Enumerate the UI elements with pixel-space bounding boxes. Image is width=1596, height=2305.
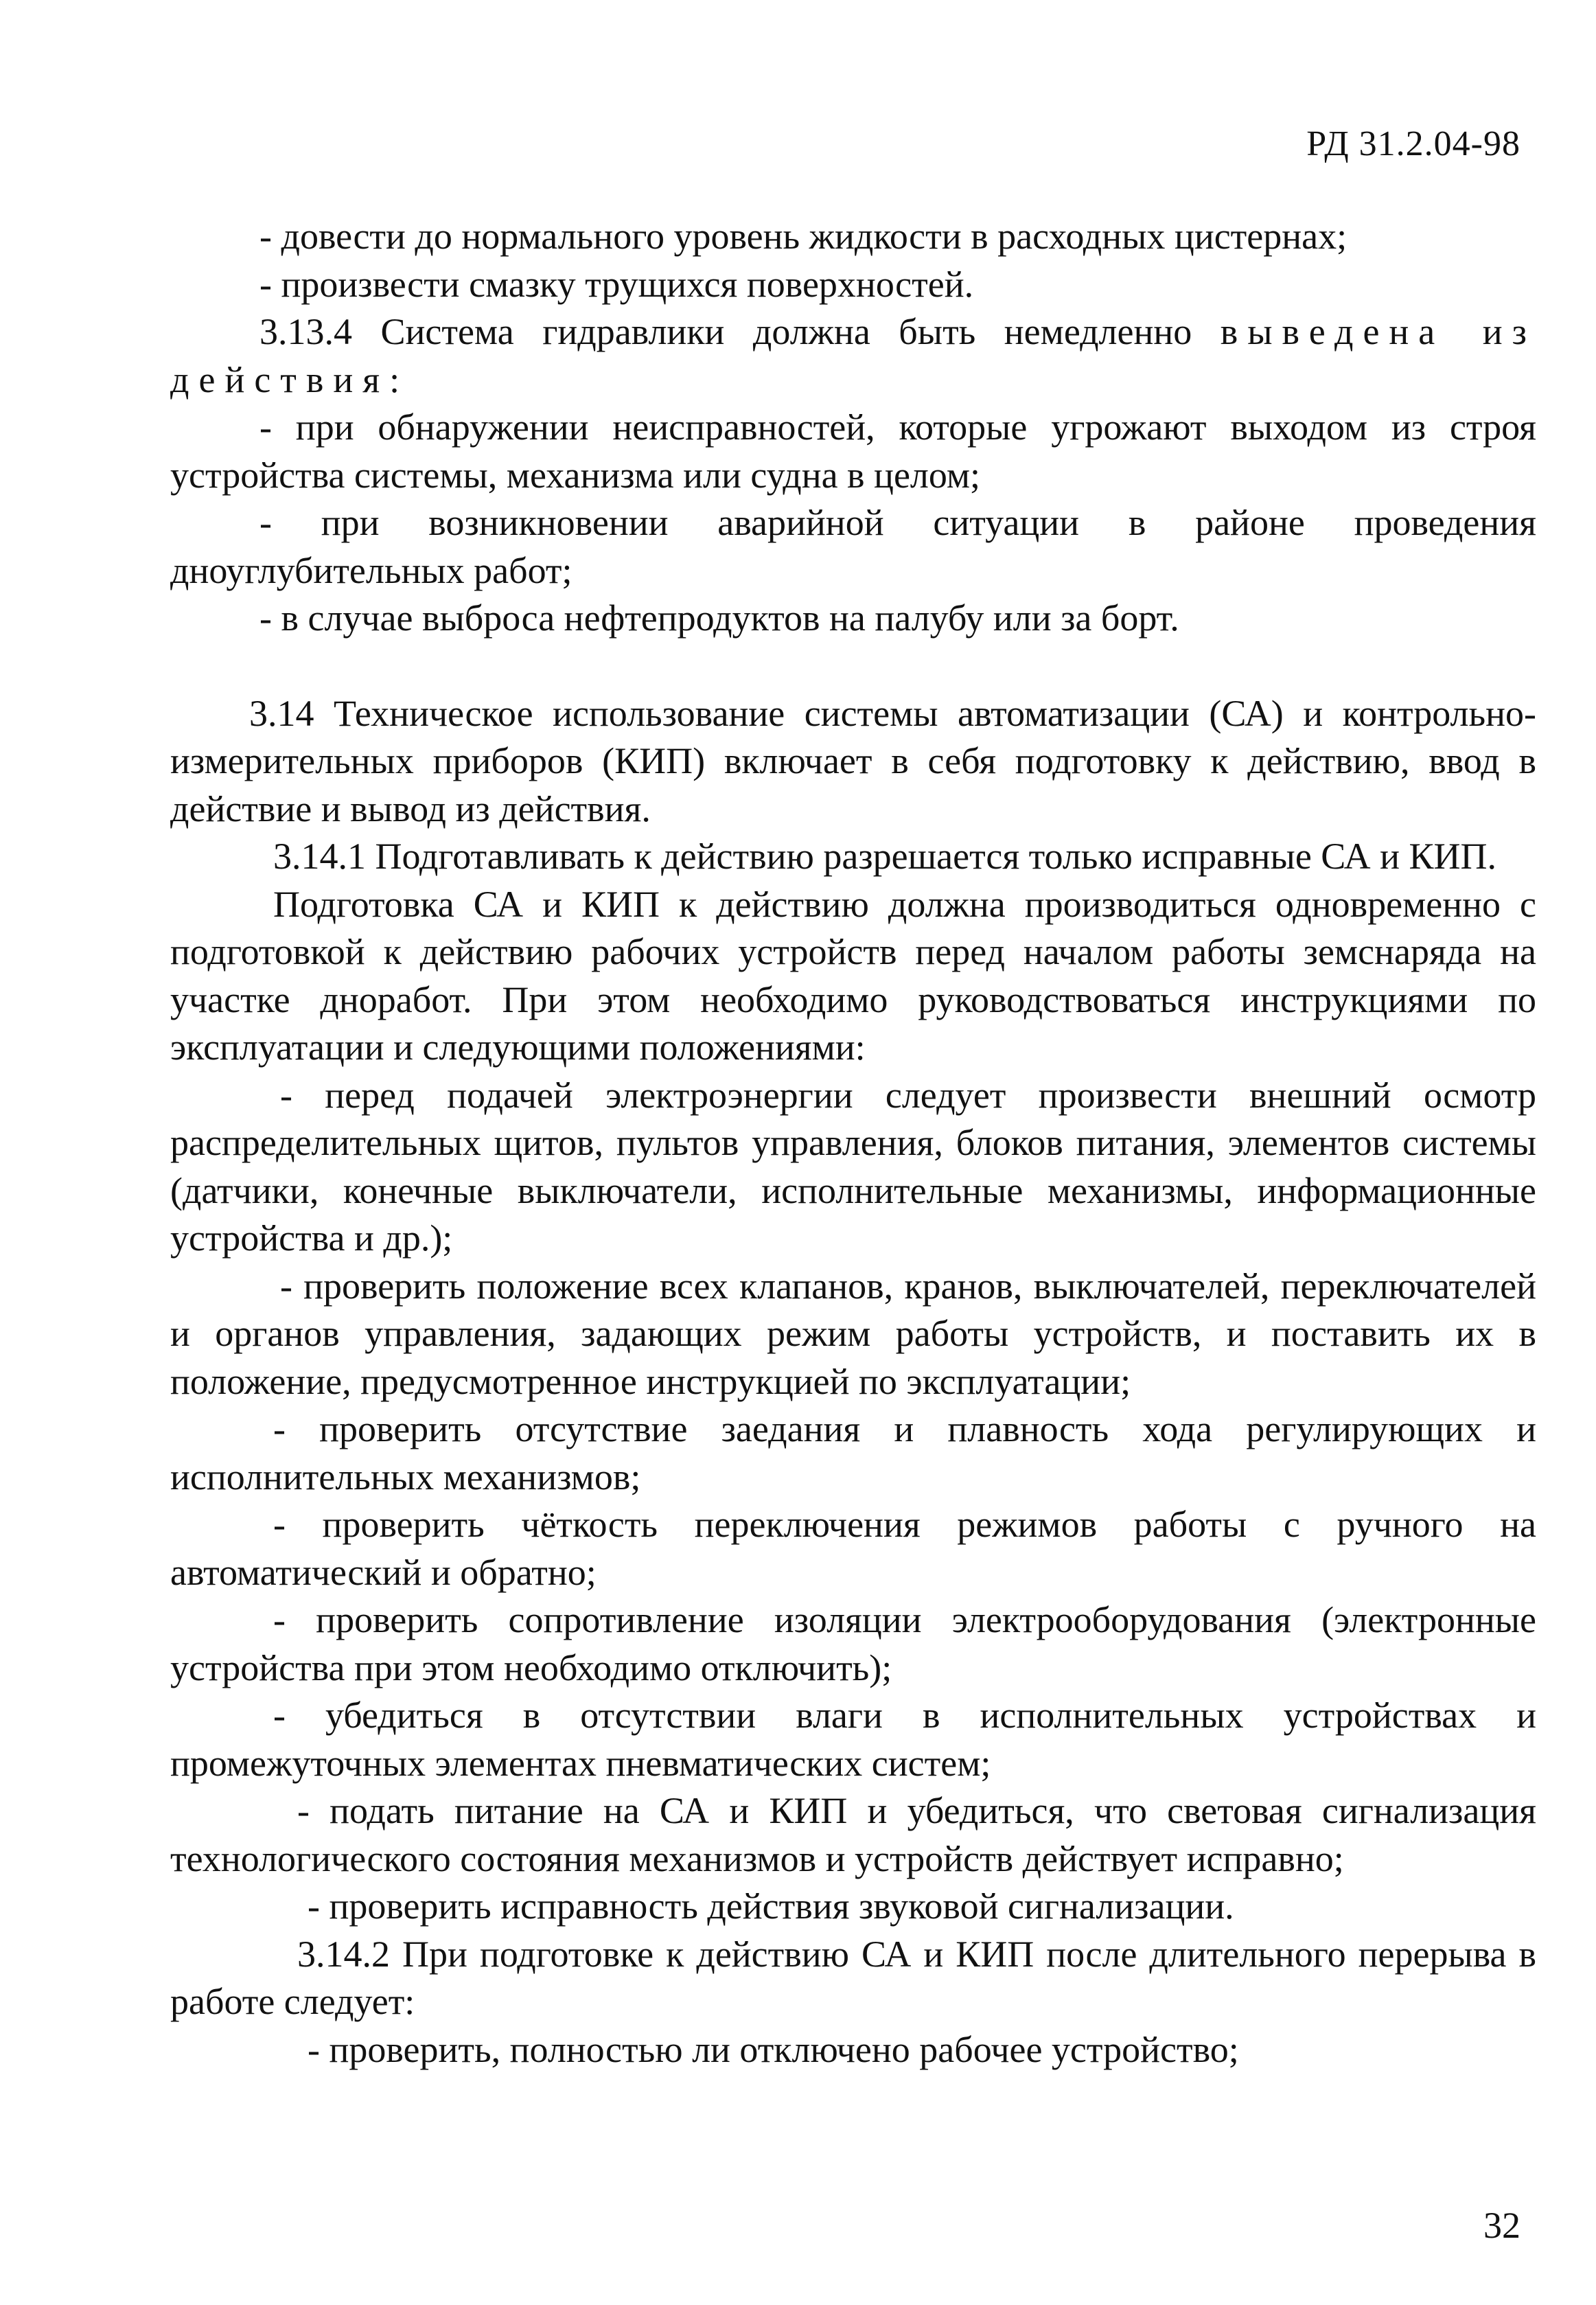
document-body [170,213,1536,2074]
paragraph-text: : [389,358,400,400]
paragraph-gap [170,643,1536,690]
list-item: - проверить сопротивление изоляции электрооборудования (электронные устройства при этом необходимо отключить); [170,1599,1536,1688]
section-3-13-4 [170,308,1536,404]
paragraph: - довести до нормального уровень жидкости в расходных цистернах; [259,216,1348,257]
list-item: - в случае выброса нефтепродуктов на палубу или за борт. [259,597,1179,639]
list-item: - подать питание на СА и КИП и убедиться, что световая сигнализация технологического состояния механизмов и устройств действует исправно; [170,1790,1536,1879]
list-item: - при обнаружении неисправностей, которые угрожают выходом из строя устройства системы, механизма или судна в целом; [170,406,1536,496]
page-number: 32 [1483,2205,1520,2246]
paragraph-text: 3.13.4 Система гидравлики должна быть немедленно [259,311,1221,352]
section-3-14: 3.14 Техническое использование системы автоматизации (СА) и контрольно-измерительных приборов (КИП) включает в себя подготовку к действию, ввод в действие и вывод из действия. [170,692,1536,829]
list-item: - при возникновении аварийной ситуации в районе проведения дноуглубительных работ; [170,502,1536,591]
list-item: - проверить отсутствие заедания и плавность хода регулирующих и исполнительных механизмов; [170,1408,1536,1498]
list-item: - проверить чёткость переключения режимов работы с ручного на автоматический и обратно; [170,1504,1536,1593]
section-3-14-1: 3.14.1 Подготавливать к действию разрешается только исправные СА и КИП. [273,836,1497,877]
section-3-14-2: 3.14.2 При подготовке к действию СА и КИП после длительного перерыва в работе следует: [170,1933,1536,2022]
paragraph: - произвести смазку трущихся поверхностей. [259,263,974,305]
list-item: - проверить положение всех клапанов, кранов, выключателей, переключателей и органов управления, задающих режим работы устройств, и поставить их в положение, предусмотренное инструкцией по эксплуатации; [170,1265,1536,1402]
list-item: - проверить исправность действия звуковой сигнализации. [308,1885,1234,1927]
spaced-emphasis: выведена из действия [170,311,1536,400]
document-code: РД 31.2.04-98 [1306,124,1520,163]
list-item: - проверить, полностью ли отключено рабочее устройство; [308,2028,1239,2070]
list-item: - убедиться в отсутствии влаги в исполнительных устройствах и промежуточных элементах пневматических систем; [170,1695,1536,1784]
list-item: - перед подачей электроэнергии следует произвести внешний осмотр распределительных щитов, пультов управления, блоков питания, элементов системы (датчики, конечные выключатели, исполнительные механизмы, информационные устройства и др.); [170,1074,1536,1259]
paragraph: Подготовка СА и КИП к действию должна производиться одновременно с подготовкой к действию рабочих устройств перед началом работы земснаряда на участке дноработ. При этом необходимо руководствоваться инструкциями по эксплуатации и следующими положениями: [170,883,1536,1068]
